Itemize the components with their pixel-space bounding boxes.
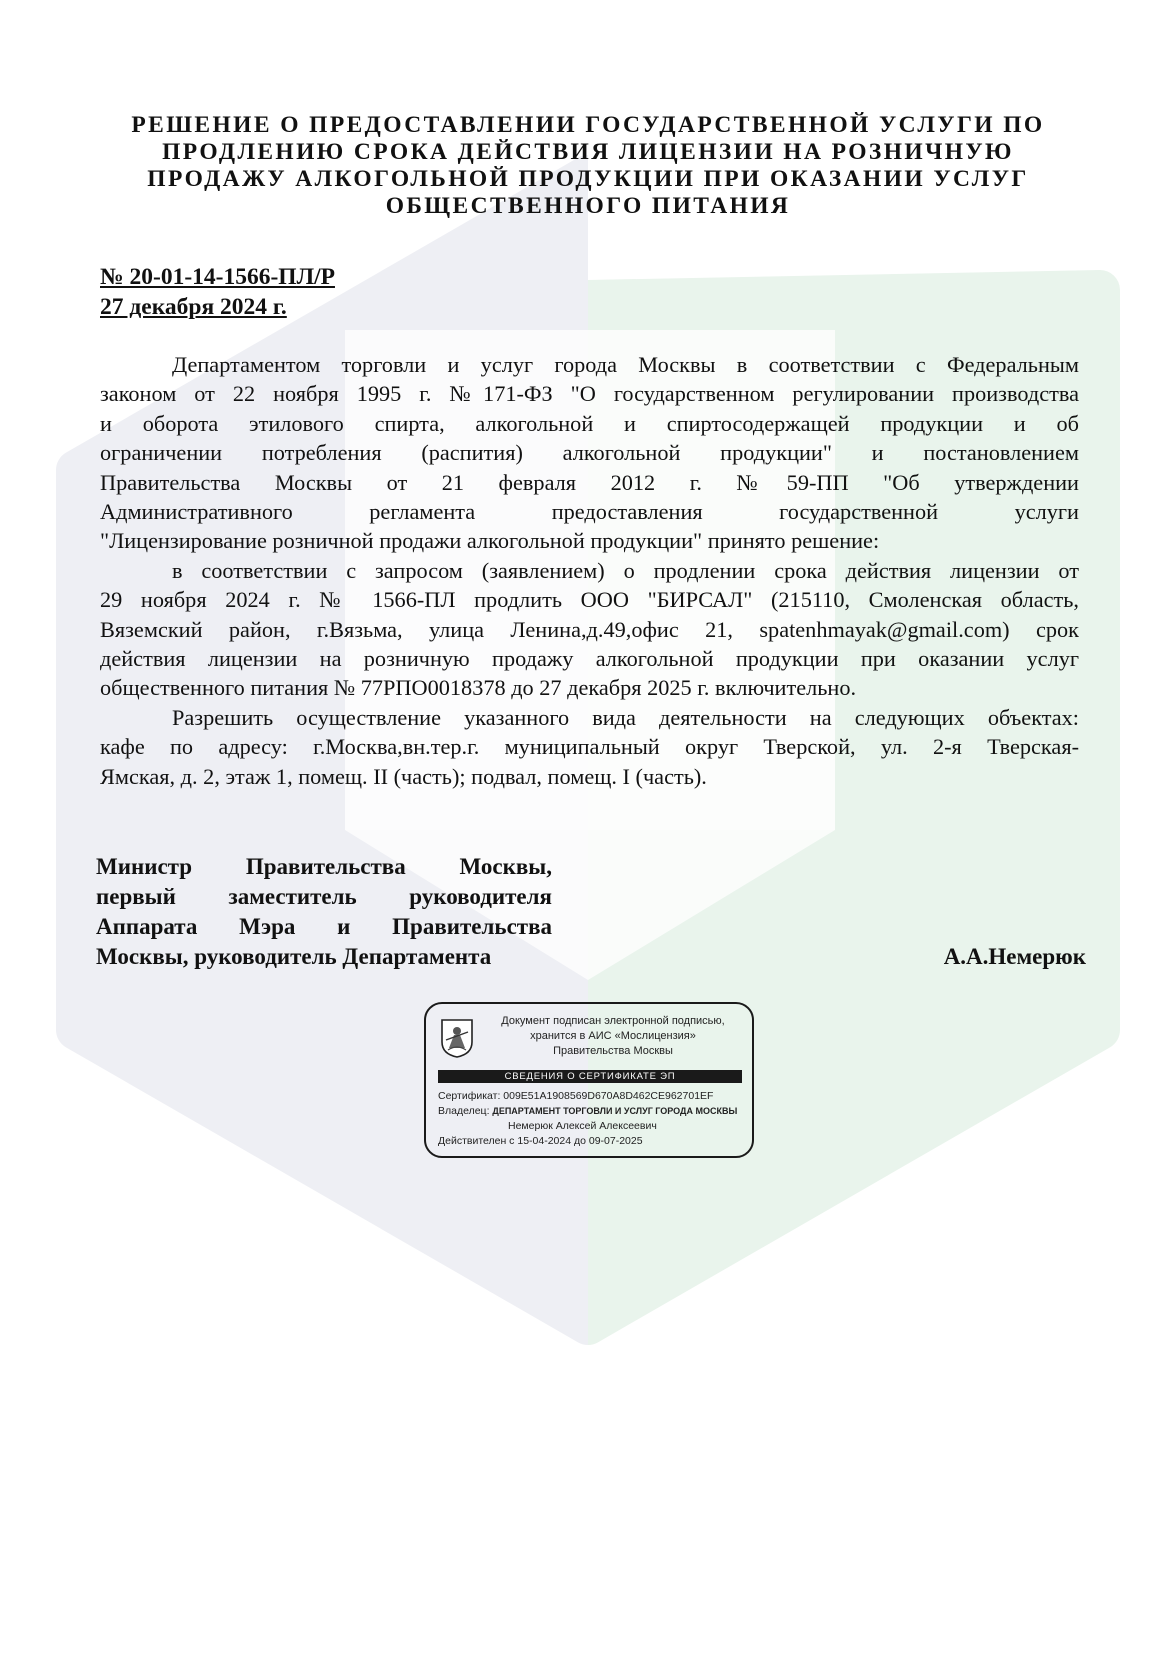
registration-number: № 20-01-14-1566-ПЛ/Р xyxy=(100,264,335,290)
signer-position-line: Министр Правительства Москвы, xyxy=(96,854,552,879)
registration-block xyxy=(100,262,335,322)
body-line: кафе по адресу: г.Москва,вн.тер.г. муниципальный округ Тверской, ул. 2-я Тверская- xyxy=(100,734,1079,760)
signer-position-line: Аппарата Мэра и Правительства xyxy=(96,914,552,939)
body-line: ограничении потребления (распития) алкогольной продукции" и постановлением xyxy=(100,440,1079,466)
body-line: Ямская, д. 2, этаж 1, помещ. II (часть); подвал, помещ. I (часть). xyxy=(100,763,707,789)
stamp-header xyxy=(482,1014,744,1059)
body-line: Правительства Москвы от 21 февраля 2012 г. №59-ПП "Об утверждении xyxy=(100,469,1079,495)
decision-body xyxy=(100,350,1079,791)
certificate-number: Сертификат: 009E51A1908569D670A8D462CE962701EF xyxy=(438,1090,714,1102)
body-line: Административного регламента предоставления государственной услуги xyxy=(100,499,1079,525)
owner-person: Немерюк Алексей Алексеевич xyxy=(508,1120,657,1132)
body-line: Вяземский район, г.Вязьма, улица Ленина,д.49,офис 21, spatenhmayak@gmail.com) срок xyxy=(100,616,1079,642)
signer-position-line: Москвы, руководитель Департамента xyxy=(96,944,492,969)
stamp-header-line: Документ подписан электронной подписью, xyxy=(501,1015,725,1027)
title-line: ОБЩЕСТВЕННОГО ПИТАНИЯ xyxy=(385,193,791,219)
body-line: и оборота этилового спирта, алкогольной и спиртосодержащей продукции и об xyxy=(100,410,1079,436)
registration-date: 27 декабря 2024 г. xyxy=(100,294,287,320)
body-line: в соответствии с запросом (заявлением) о продлении срока действия лицензии от xyxy=(172,557,1079,583)
body-line: Департаментом торговли и услуг города Москвы в соответствии с Федеральным xyxy=(172,352,1079,377)
document-title xyxy=(90,112,1086,220)
body-line: 29 ноября 2024 г. № 1566-ПЛ продлить ООО "БИРСАЛ" (215110, Смоленская область, xyxy=(100,587,1079,613)
moscow-coat-of-arms-icon xyxy=(440,1018,474,1058)
owner-label: Владелец: xyxy=(438,1105,490,1117)
certificate-validity: Действителен с 15-04-2024 до 09-07-2025 xyxy=(438,1135,643,1147)
body-line: общественного питания № 77РПО0018378 до 27 декабря 2025 г. включительно. xyxy=(100,675,857,701)
signer-position xyxy=(96,852,552,972)
body-line: Разрешить осуществление указанного вида деятельности на следующих объектах: xyxy=(172,704,1079,730)
title-line: РЕШЕНИЕ О ПРЕДОСТАВЛЕНИИ ГОСУДАРСТВЕННОЙ УСЛУГИ ПО xyxy=(131,112,1045,138)
signer-name: А.А.Немерюк xyxy=(943,944,1086,969)
signer-position-line: первый заместитель руководителя xyxy=(96,884,552,909)
stamp-header-line: Правительства Москвы xyxy=(553,1045,673,1057)
body-line: "Лицензирование розничной продажи алкогольной продукции" принято решение: xyxy=(100,528,880,554)
body-line: действия лицензии на розничную продажу алкогольной продукции при оказании услуг xyxy=(100,646,1079,672)
certificate-owner xyxy=(438,1104,750,1119)
electronic-signature-stamp xyxy=(424,1002,754,1158)
stamp-header-line: хранится в АИС «Мослицензия» xyxy=(530,1030,696,1042)
certificate-details xyxy=(438,1089,750,1149)
owner-organization: ДЕПАРТАМЕНТ ТОРГОВЛИ И УСЛУГ ГОРОДА МОСКВЫ xyxy=(492,1106,738,1116)
certificate-info-bar: СВЕДЕНИЯ О СЕРТИФИКАТЕ ЭП xyxy=(438,1070,742,1083)
title-line: ПРОДЛЕНИЮ СРОКА ДЕЙСТВИЯ ЛИЦЕНЗИИ НА РОЗНИЧНУЮ xyxy=(162,139,1014,165)
title-line: ПРОДАЖУ АЛКОГОЛЬНОЙ ПРОДУКЦИИ ПРИ ОКАЗАНИИ УСЛУГ xyxy=(147,166,1029,192)
body-line: законом от 22 ноября 1995 г. №171-ФЗ "О государственном регулировании производства xyxy=(100,381,1079,407)
